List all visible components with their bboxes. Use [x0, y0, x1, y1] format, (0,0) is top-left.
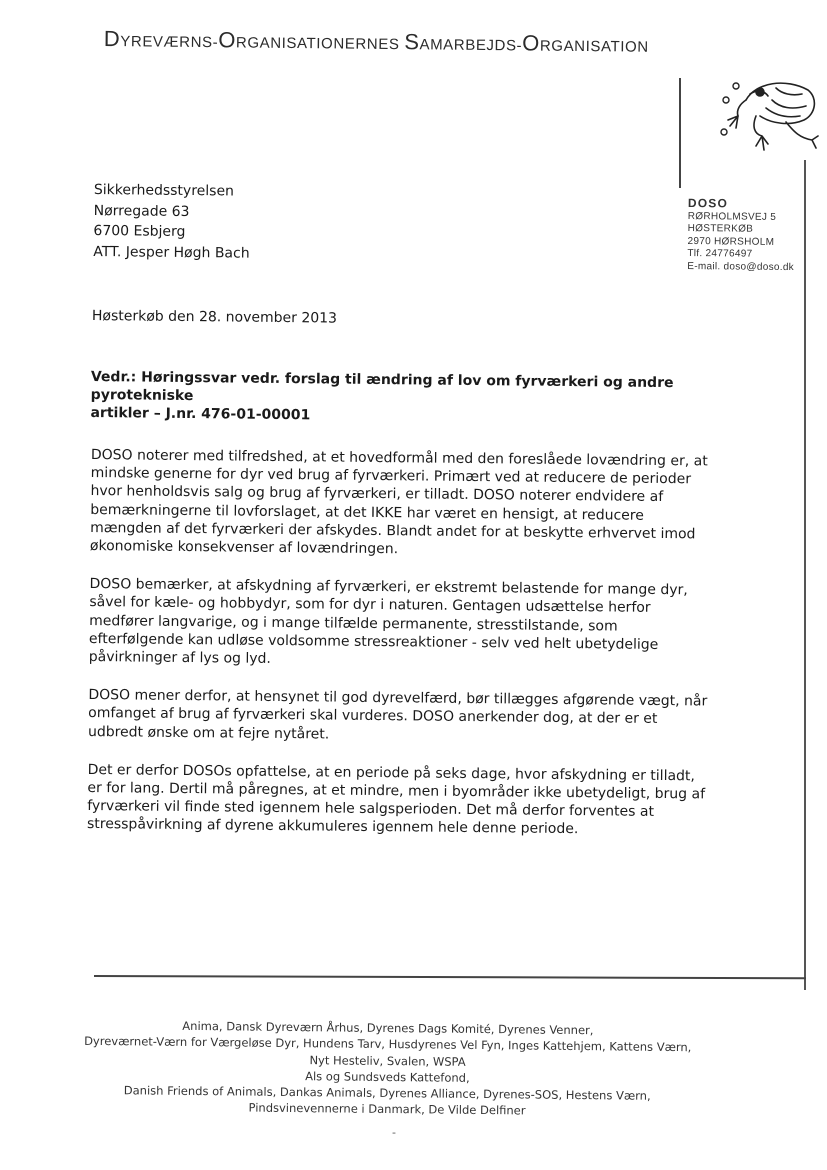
org-cap-2: O [218, 27, 237, 53]
org-rest-4: RGANISATION [539, 37, 649, 56]
footer-rule [94, 975, 806, 979]
letterhead-divider [679, 78, 681, 188]
footer-line: Pindsvinevennerne i Danmark, De Vilde Delfiner [248, 1101, 526, 1118]
footer-line: Anima, Dansk Dyreværn Århus, Dyrenes Dags Komité, Dyrenes Venner, [182, 1018, 594, 1038]
recipient-address [93, 180, 250, 264]
body-paragraph: Det er derfor DOSOs opfattelse, at en periode på seks dage, hvor afskydning er tilladt, er for lang. Dertil må påregnes, at et mindre, men i byområder ikke ubetydeligt, brug af fyrværkeri vil finde sted igennem hele salgsperioden. Det må derfor forventes at stresspåvirkning af dyrene akkumuleres igennem hele denne periode. [86, 761, 706, 838]
subject-line: Vedr.: Høringssvar vedr. forslag til ændring af lov om fyrværkeri og andre pyrotekniske [90, 368, 674, 405]
body-paragraph: DOSO noterer med tilfredshed, at et hovedformål med den foreslåede lovændring er, at mindske generne for dyr ved brug af fyrværkeri. Primært ved at reducere de perioder hvor henholdsvis salg og brug af fyrværkeri, er tilladt. DOSO noterer endvidere af bemærkningerne til lovforslaget, at det IKKE har været en hensigt, at reducere mængden af det fyrværkeri der afskydes. Blandt andet for at beskytte erhvervet imod økonomiske konsekvenser af lovændringen. [89, 446, 708, 558]
org-cap-1: D [103, 26, 121, 52]
subject-heading [90, 368, 731, 429]
sender-email: E-mail. doso@doso.dk [687, 260, 795, 273]
subject-line: artikler – J.nr. 476-01-00001 [90, 404, 311, 424]
body-paragraph: DOSO bemærker, at afskydning af fyrværkeri, er ekstremt belastende for mange dyr, såvel for kæle- og hobbydyr, som for dyr i naturen. Gentagen udsættelse herfor medfører langvarige, og i mange tilfælde permanente, stresstilstande, som efterfølgende kan udløse voldsomme stressreaktioner - selv ved helt ubetydelige påvirkninger af lys og lyd. [88, 576, 688, 667]
sender-line: Tlf. 24776497 [687, 248, 753, 260]
footer-line: Dyreværnet-Værn for Værgeløse Dyr, Hundens Tarv, Husdyrenes Vel Fyn, Inges Kattehjem, Kattens Værn, [84, 1034, 692, 1055]
org-rest-3: AMARBEJDS- [419, 36, 523, 55]
sender-address [687, 196, 795, 274]
recipient-line: Sikkerhedsstyrelsen [93, 181, 235, 200]
org-letterhead [104, 26, 649, 58]
frog-icon [716, 70, 820, 156]
sender-name: DOSO [687, 196, 729, 211]
sender-line: HØSTERKØB [687, 223, 754, 236]
body-paragraph: DOSO mener derfor, at hensynet til god dyrevelfærd, bør tillægges afgørende vægt, når omfanget af brug af fyrværkeri skal vurderes. DOSO anerkender dog, at der er et udbredt ønske om at fejre nytåret. [87, 687, 708, 743]
date-line: Høsterkøb den 28. november 2013 [91, 308, 338, 327]
right-margin-rule [804, 160, 806, 990]
recipient-line: 6700 Esbjerg [93, 222, 186, 240]
member-organizations-footer [77, 1017, 698, 1121]
page-dash: - [392, 1126, 396, 1139]
org-cap-4: O [522, 30, 541, 56]
recipient-line: ATT. Jesper Høgh Bach [93, 243, 250, 262]
org-rest-1: YREVÆRNS- [120, 33, 219, 52]
org-rest-2: RGANISATIONERNES [235, 34, 405, 54]
org-cap-3: S [404, 29, 420, 55]
sender-line: RØRHOLMSVEJ 5 [687, 210, 777, 223]
sender-line: 2970 HØRSHOLM [687, 235, 775, 248]
footer-line: Danish Friends of Animals, Dankas Animals, Dyrenes Alliance, Dyrenes-SOS, Hestens Værn, [123, 1083, 651, 1103]
footer-line: Nyt Hesteliv, Svalen, WSPA [309, 1052, 466, 1069]
recipient-line: Nørregade 63 [93, 202, 190, 220]
letter-body [87, 446, 713, 860]
footer-line: Als og Sundsveds Kattefond, [305, 1069, 470, 1085]
